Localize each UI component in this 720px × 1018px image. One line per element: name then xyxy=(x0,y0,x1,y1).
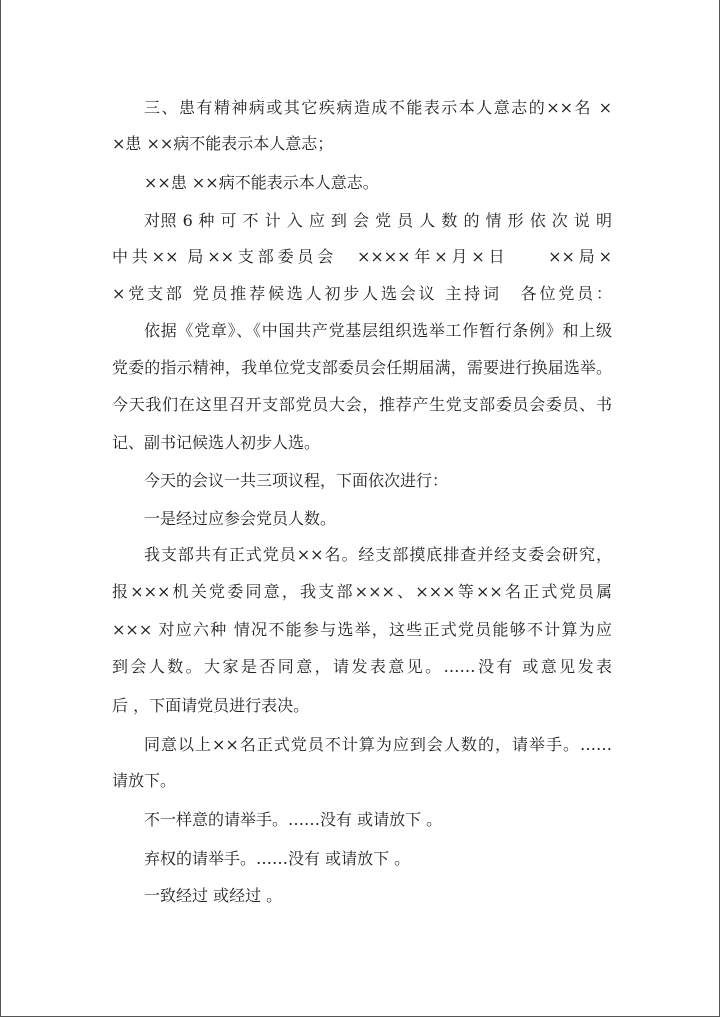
text-line: 记、副书记候选人初步人选。 xyxy=(112,433,321,452)
text-line: 中共×× 局××支部委员会 ××××年×月×日 ××局× xyxy=(112,247,612,266)
text-line: 今天我们在这里召开支部党员大会，推荐产生党支部委员会委员、书 xyxy=(112,395,612,414)
text-line: ××患 ××病不能表示本人意志。 xyxy=(144,173,379,192)
text-line: 同意以上××名正式党员不计算为应到会人数的，请举手。…… xyxy=(144,735,612,754)
text-line: 后 ，下面请党员进行表决。 xyxy=(112,696,310,715)
text-line: 三、患有精神病或其它疾病造成不能表示本人意志的××名 × xyxy=(144,98,612,117)
text-line: ××× 对应六种 情况不能参与选举，这些正式党员能够不计算为应 xyxy=(112,620,612,639)
text-line: 一是经过应参会党员人数。 xyxy=(144,509,337,528)
text-line: 请放下。 xyxy=(112,771,177,790)
text-line: 到会人数。大家是否同意，请发表意见。……没有 或意见发表 xyxy=(112,657,612,676)
text-line: 今天的会议一共三项议程，下面依次进行： xyxy=(144,471,449,490)
text-line: 报×××机关党委同意，我支部×××、×××等××名正式党员属 xyxy=(112,582,612,601)
text-line: ×党支部 党员推荐候选人初步人选会议 主持词 各位党员： xyxy=(112,284,612,303)
text-line: 弃权的请举手。……没有 或请放下 。 xyxy=(144,849,411,868)
text-line: 不一样意的请举手。……没有 或请放下 。 xyxy=(144,810,443,829)
text-line: 对照 6 种 可 不 计 入 应 到 会 党 员 人 数 的 情 形 依 次 说 明 xyxy=(144,211,612,230)
text-line: 依据《党章》、《中国共产党基层组织选举工作暂行条例》和上级 xyxy=(144,321,612,340)
text-line: ×患 ××病不能表示本人意志； xyxy=(112,134,334,153)
text-line: 一致经过 或经过 。 xyxy=(144,886,283,905)
text-line: 我支部共有正式党员××名。经支部摸底排查并经支委会研究， xyxy=(144,545,612,564)
text-line: 党委的指示精神，我单位党支部委员会任期届满，需要进行换届选举。 xyxy=(112,358,612,377)
